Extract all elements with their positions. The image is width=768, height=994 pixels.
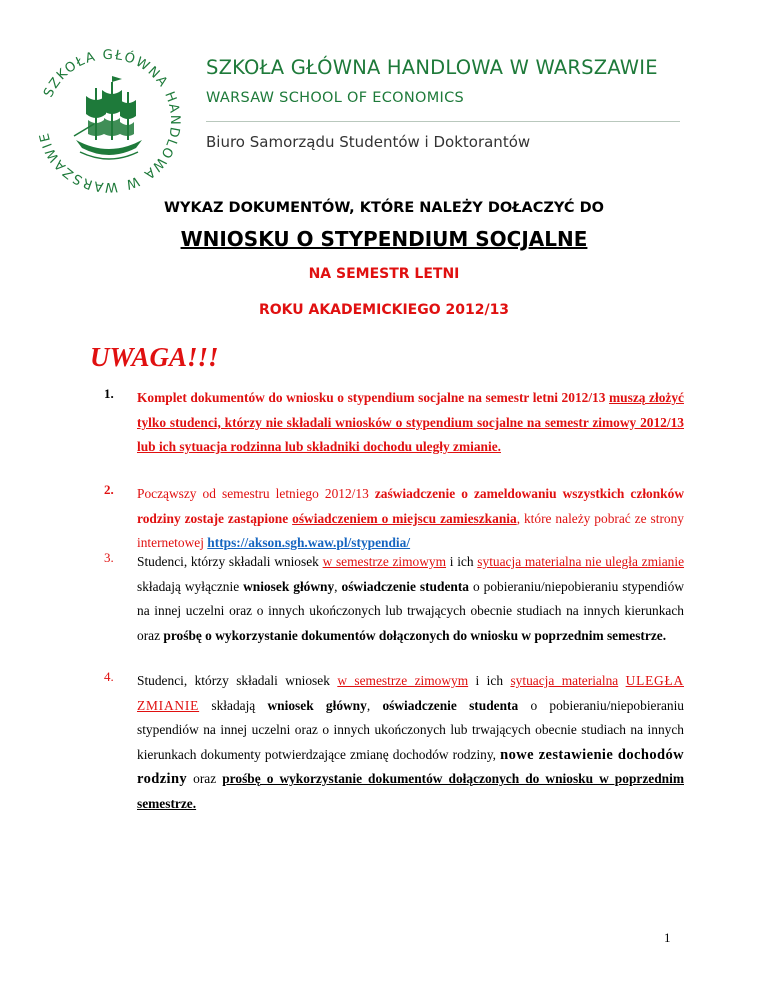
header-divider: [206, 121, 680, 122]
page-title: WNIOSKU O STYPENDIUM SOCJALNE: [180, 227, 588, 251]
list-item: [104, 669, 684, 816]
item-number: 3.: [104, 550, 114, 565]
university-name-pl: SZKOŁA GŁÓWNA HANDLOWA W WARSZAWIE: [206, 56, 658, 79]
list-item: [104, 482, 684, 556]
title-line-1: WYKAZ DOKUMENTÓW, KTÓRE NALEŻY DOŁACZYĆ DO: [164, 200, 604, 216]
item-text: Począwszy od semestru letniego 2012/13 zaświadczenie o zameldowaniu wszystkich członków rodziny zostaje zastąpione oświadczeniem o miejscu zamieszkania, które należy pobrać ze strony internetowej https://akson.sgh.waw.pl/stypendia/: [137, 486, 684, 550]
item-number: 1.: [104, 386, 114, 401]
item-number: 2.: [104, 482, 114, 497]
list-item: [104, 550, 684, 648]
office-name: Biuro Samorządu Studentów i Doktorantów: [206, 133, 531, 151]
title-line-3: NA SEMESTR LETNI: [308, 266, 460, 282]
list-item: [104, 386, 684, 460]
item-text: Komplet dokumentów do wniosku o stypendium socjalne na semestr letni 2012/13 muszą złożyć tylko studenci, którzy nie składali wniosków o stypendium socjalne na semestr zimowy 2012/13 lub ich sytuacja rodzinna lub składniki dochodu uległy zmianie.: [137, 390, 684, 454]
stypendia-link[interactable]: https://akson.sgh.waw.pl/stypendia/: [207, 535, 411, 550]
warning-heading: UWAGA!!!: [90, 342, 219, 372]
university-name-en: WARSAW SCHOOL OF ECONOMICS: [206, 90, 465, 106]
item-number: 4.: [104, 669, 114, 684]
title-line-4: ROKU AKADEMICKIEGO 2012/13: [258, 302, 510, 318]
sgh-emblem-logo: [36, 48, 182, 194]
ship-icon: [74, 76, 142, 159]
svg-text:SZKOŁA GŁÓWNA HANDLOWA W WARSZ: SZKOŁA GŁÓWNA HANDLOWA W WARSZAWIE: [36, 48, 182, 194]
item-text: Studenci, którzy składali wniosek w semestrze zimowym i ich sytuacja materialna nie uległa zmianie składają wyłącznie wniosek główny, oświadczenie studenta o pobieraniu/niepobieraniu stypendiów na innej uczelni oraz o innych ukończonych lub trwających obecnie studiach na innych kierunkach oraz prośbę o wykorzystanie dokumentów dołączonych do wniosku w poprzednim semestrze.: [137, 554, 685, 643]
item-text: Studenci, którzy składali wniosek w semestrze zimowym i ich sytuacja materialna ULEGŁA ZMIANIE składają wniosek główny, oświadczenie studenta o pobieraniu/niepobieraniu stypendiów na innej uczelni oraz o innych ukończonych lub trwających obecnie studiach na innych kierunkach dokumenty potwierdzające zmianę dochodów rodziny, nowe zestawienie dochodów rodziny oraz prośbę o wykorzystanie dokumentów dołączonych do wniosku w poprzednim semestrze.: [137, 673, 684, 811]
page-number: 1: [664, 930, 671, 945]
